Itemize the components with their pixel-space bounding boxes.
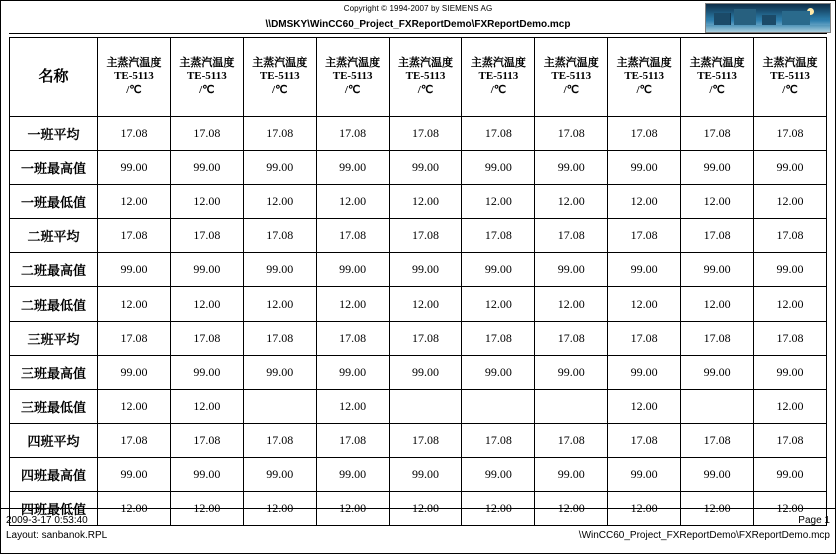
table-row (10, 151, 827, 185)
row-label: 二班最高值 (10, 253, 98, 287)
header-unit: /℃ (490, 83, 507, 96)
table-head (10, 38, 827, 117)
cell-value: 99.00 (170, 151, 243, 185)
cell-value: 17.08 (754, 219, 827, 253)
cell-value: 12.00 (170, 492, 243, 526)
cell-value: 99.00 (389, 457, 462, 491)
header-unit: /℃ (126, 83, 142, 96)
header-tag: TE-5113 (624, 70, 665, 83)
table-row (10, 219, 827, 253)
cell-value: 12.00 (754, 287, 827, 321)
cell-value: 12.00 (98, 492, 171, 526)
cell-value: 17.08 (681, 321, 754, 355)
cell-value: 12.00 (316, 185, 389, 219)
cell-value: 12.00 (681, 492, 754, 526)
cell-value: 17.08 (98, 117, 171, 151)
header-column-1 (98, 38, 171, 117)
table-row (10, 423, 827, 457)
cell-value: 17.08 (170, 321, 243, 355)
cell-value: 17.08 (243, 321, 316, 355)
cell-value: 99.00 (98, 457, 171, 491)
cell-value: 17.08 (98, 321, 171, 355)
table-row (10, 321, 827, 355)
cell-value (462, 389, 535, 423)
logo-building-4 (782, 11, 810, 26)
header-unit: /℃ (636, 83, 652, 96)
cell-value: 17.08 (681, 423, 754, 457)
cell-value: 12.00 (170, 185, 243, 219)
cell-value: 12.00 (535, 185, 608, 219)
cell-value: 99.00 (389, 253, 462, 287)
footer-right (579, 513, 830, 543)
table-row (10, 253, 827, 287)
cell-value: 17.08 (316, 219, 389, 253)
cell-value: 17.08 (754, 423, 827, 457)
cell-value (243, 389, 316, 423)
report-table (9, 37, 827, 526)
cell-value: 12.00 (754, 492, 827, 526)
cell-value: 12.00 (243, 287, 316, 321)
cell-value: 12.00 (170, 287, 243, 321)
cell-value: 17.08 (170, 117, 243, 151)
cell-value: 99.00 (389, 151, 462, 185)
header-unit: /℃ (563, 83, 579, 96)
cell-value: 17.08 (170, 423, 243, 457)
cell-value: 17.08 (462, 321, 535, 355)
cell-value: 12.00 (681, 185, 754, 219)
footer-path: \WinCC60_Project_FXReportDemo\FXReportDemo.mcp (578, 530, 830, 541)
cell-value: 12.00 (608, 185, 681, 219)
cell-value: 17.08 (98, 219, 171, 253)
header-tag: TE-5113 (697, 70, 737, 83)
cell-value: 17.08 (535, 423, 608, 457)
cell-value: 17.08 (608, 423, 681, 457)
footer-timestamp: 2009-3-17 0:53:40 (6, 515, 88, 526)
header-unit: /℃ (417, 83, 434, 96)
header-tag: TE-5113 (186, 70, 227, 83)
skyline-logo-icon (705, 3, 831, 33)
cell-value: 99.00 (170, 253, 243, 287)
cell-value: 99.00 (462, 253, 535, 287)
cell-value: 17.08 (389, 117, 462, 151)
row-label: 二班平均 (10, 219, 98, 253)
header-column-8 (608, 38, 681, 117)
header-column-6 (462, 38, 535, 117)
copyright-text: Copyright © 1994-2007 by SIEMENS AG (343, 4, 493, 13)
cell-value: 12.00 (98, 389, 171, 423)
cell-value: 99.00 (170, 457, 243, 491)
cell-value: 17.08 (389, 423, 462, 457)
cell-value: 99.00 (535, 253, 608, 287)
row-label: 一班最低值 (10, 185, 98, 219)
cell-value: 12.00 (98, 287, 171, 321)
cell-value: 99.00 (608, 253, 681, 287)
row-label: 四班平均 (10, 423, 98, 457)
cell-value: 17.08 (316, 423, 389, 457)
cell-value: 99.00 (681, 151, 754, 185)
cell-value: 99.00 (754, 151, 827, 185)
cell-value: 17.08 (681, 117, 754, 151)
row-label: 三班最高值 (10, 355, 98, 389)
row-label: 四班最高值 (10, 457, 98, 491)
footer-left (6, 513, 107, 543)
header-title: 主蒸汽温度 (325, 56, 381, 69)
cell-value (389, 389, 462, 423)
cell-value: 17.08 (535, 117, 608, 151)
cell-value: 12.00 (535, 492, 608, 526)
header-title: 主蒸汽温度 (689, 56, 745, 69)
cell-value: 17.08 (754, 321, 827, 355)
cell-value: 99.00 (608, 151, 681, 185)
cell-value: 12.00 (608, 287, 681, 321)
cell-value: 12.00 (462, 185, 535, 219)
cell-value: 12.00 (243, 185, 316, 219)
cell-value: 99.00 (462, 457, 535, 491)
row-label: 一班最高值 (10, 151, 98, 185)
cell-value: 12.00 (462, 287, 535, 321)
table-row (10, 287, 827, 321)
cell-value: 99.00 (535, 355, 608, 389)
footer-page-number: Page 1 (798, 515, 830, 526)
header-title: 主蒸汽温度 (106, 56, 162, 69)
header-unit: /℃ (272, 83, 288, 96)
header-title: 主蒸汽温度 (762, 56, 818, 69)
cell-value: 12.00 (98, 185, 171, 219)
cell-value: 99.00 (98, 151, 171, 185)
table-row (10, 355, 827, 389)
report-footer (1, 508, 835, 553)
header-unit: /℃ (782, 83, 798, 96)
cell-value: 12.00 (462, 492, 535, 526)
header-tag: TE-5113 (551, 70, 592, 83)
header-title: 主蒸汽温度 (398, 56, 453, 69)
header-tag: TE-5113 (770, 70, 810, 83)
header-column-5 (389, 38, 462, 117)
cell-value: 17.08 (389, 321, 462, 355)
row-label: 四班最低值 (10, 492, 98, 526)
table-body (10, 117, 827, 526)
cell-value: 99.00 (754, 457, 827, 491)
cell-value: 99.00 (316, 253, 389, 287)
header-tag: TE-5113 (478, 70, 519, 83)
header-title: 主蒸汽温度 (470, 56, 526, 69)
table-header-row (10, 38, 827, 117)
cell-value: 12.00 (389, 492, 462, 526)
cell-value (681, 389, 754, 423)
cell-value: 12.00 (389, 287, 462, 321)
cell-value: 17.08 (535, 321, 608, 355)
header-column-9 (681, 38, 754, 117)
row-label: 三班平均 (10, 321, 98, 355)
cell-value: 17.08 (681, 219, 754, 253)
cell-value: 17.08 (389, 219, 462, 253)
cell-value: 99.00 (681, 253, 754, 287)
cell-value: 12.00 (243, 492, 316, 526)
cell-value: 99.00 (170, 355, 243, 389)
cell-value: 17.08 (754, 117, 827, 151)
cell-value: 17.08 (243, 117, 316, 151)
cell-value: 99.00 (243, 253, 316, 287)
cell-value: 99.00 (754, 355, 827, 389)
cell-value: 17.08 (608, 321, 681, 355)
header-title: 主蒸汽温度 (179, 56, 235, 69)
cell-value: 99.00 (243, 355, 316, 389)
cell-value: 17.08 (535, 219, 608, 253)
cell-value: 17.08 (170, 219, 243, 253)
cell-value: 12.00 (754, 185, 827, 219)
cell-value: 99.00 (535, 457, 608, 491)
footer-layout: Layout: sanbanok.RPL (6, 530, 108, 541)
table-row (10, 117, 827, 151)
cell-value: 99.00 (462, 355, 535, 389)
cell-value: 12.00 (681, 287, 754, 321)
header-title: 主蒸汽温度 (252, 56, 308, 69)
cell-value: 99.00 (681, 355, 754, 389)
cell-value: 17.08 (608, 219, 681, 253)
cell-value: 12.00 (389, 185, 462, 219)
header-unit: /℃ (344, 83, 361, 96)
cell-value: 99.00 (243, 457, 316, 491)
row-label: 三班最低值 (10, 389, 98, 423)
cell-value: 99.00 (754, 253, 827, 287)
cell-value: 17.08 (462, 219, 535, 253)
cell-value: 99.00 (608, 457, 681, 491)
cell-value: 99.00 (389, 355, 462, 389)
header-column-10 (754, 38, 827, 117)
header-name-column: 名称 (10, 38, 98, 117)
cell-value: 17.08 (608, 117, 681, 151)
header-column-7 (535, 38, 608, 117)
logo-water (706, 25, 830, 32)
header-tag: TE-5113 (405, 70, 446, 83)
row-label: 二班最低值 (10, 287, 98, 321)
cell-value: 12.00 (754, 389, 827, 423)
table-row (10, 457, 827, 491)
cell-value: 17.08 (243, 219, 316, 253)
cell-value: 17.08 (462, 423, 535, 457)
report-table-container (9, 37, 827, 518)
report-header (1, 1, 835, 37)
cell-value: 12.00 (316, 287, 389, 321)
cell-value: 12.00 (316, 492, 389, 526)
cell-value: 12.00 (535, 287, 608, 321)
cell-value: 12.00 (316, 389, 389, 423)
cell-value: 17.08 (316, 117, 389, 151)
cell-value: 99.00 (316, 151, 389, 185)
cell-value: 12.00 (608, 492, 681, 526)
table-row (10, 389, 827, 423)
cell-value: 99.00 (243, 151, 316, 185)
cell-value: 99.00 (462, 151, 535, 185)
cell-value: 12.00 (608, 389, 681, 423)
header-tag: TE-5113 (114, 70, 154, 83)
cell-value (535, 389, 608, 423)
cell-value: 99.00 (98, 355, 171, 389)
header-column-4 (316, 38, 389, 117)
cell-value: 17.08 (243, 423, 316, 457)
cell-value: 99.00 (608, 355, 681, 389)
header-tag: TE-5113 (259, 70, 300, 83)
cell-value: 17.08 (462, 117, 535, 151)
header-column-2 (170, 38, 243, 117)
cell-value: 99.00 (316, 457, 389, 491)
header-title: 主蒸汽温度 (616, 56, 672, 69)
cell-value: 99.00 (535, 151, 608, 185)
logo-building-2 (734, 9, 756, 26)
header-unit: /℃ (709, 83, 725, 96)
header-column-3 (243, 38, 316, 117)
row-label: 一班平均 (10, 117, 98, 151)
cell-value: 17.08 (316, 321, 389, 355)
cell-value: 12.00 (170, 389, 243, 423)
cell-value: 99.00 (98, 253, 171, 287)
cell-value: 99.00 (316, 355, 389, 389)
table-row (10, 185, 827, 219)
header-unit: /℃ (199, 83, 215, 96)
header-tag: TE-5113 (332, 70, 373, 83)
cell-value: 17.08 (98, 423, 171, 457)
header-title: 主蒸汽温度 (543, 56, 599, 69)
document-path: \\DMSKY\WinCC60_Project_FXReportDemo\FXReportDemo.mcp (265, 19, 571, 30)
cell-value: 99.00 (681, 457, 754, 491)
